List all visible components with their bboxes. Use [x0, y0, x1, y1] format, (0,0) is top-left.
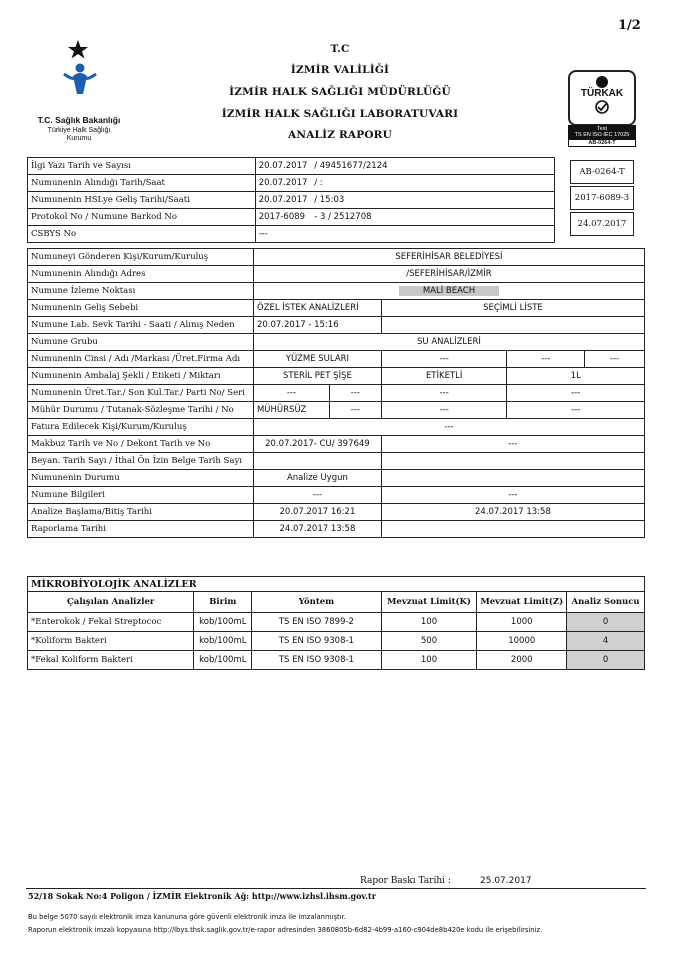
table-row: Numunenin Üret.Tar./ Son Kul.Tar./ Parti No/ Seri --- --- --- --- — [28, 385, 645, 402]
cert-line-1: Test — [596, 126, 608, 132]
table-row: Beyan. Tarih Sayı / İthal Ön İzin Belge Tarih Sayı — [28, 453, 645, 470]
table-row: *Enterokok / Fekal Streptococ kob/100mL TS EN ISO 7899-2 100 1000 0 — [28, 613, 645, 632]
table-row: Numunenin Geliş Sebebi ÖZEL İSTEK ANALİZLERİ SEÇİMLİ LİSTE — [28, 300, 645, 317]
result-value: 4 — [567, 632, 645, 651]
turkak-brand: TÜRKAK — [580, 88, 624, 99]
logo-subtitle-2: Kurumu — [66, 135, 92, 142]
logo-subtitle: Türkiye Halk Sağlığı — [47, 127, 111, 134]
header-line-1: T.C — [330, 43, 350, 55]
table-header-row: Çalışılan Analizler Birim Yöntem Mevzuat Limit(K) Mevzuat Limit(Z) Analiz Sonucu — [28, 592, 645, 613]
table-row: Numunenin Ambalaj Şekli / Etiketi / Miktarı STERİL PET ŞİŞE ETİKETLİ 1L — [28, 368, 645, 385]
table-row: Mühür Durumu / Tutanak-Sözleşme Tarihi / No MÜHÜRSÜZ --- --- --- — [28, 402, 645, 419]
table-row: Numuneyi Gönderen Kişi/Kurum/Kuruluş SEFERİHİSAR BELEDİYESİ — [28, 249, 645, 266]
checkmark-icon — [593, 100, 611, 114]
result-value: 0 — [567, 651, 645, 670]
logo-title: T.C. Sağlık Bakanlığı — [37, 115, 121, 125]
header-line-2: İZMİR VALİLİĞİ — [290, 64, 390, 76]
protocol-code: 2017-6089-3 — [570, 186, 634, 210]
footer-address: 52/18 Sokak No:4 Poligon / İZMİR Elektronik Ağ: http://www.izhsl.ihsm.gov.tr — [28, 891, 376, 901]
report-date-code: 24.07.2017 — [570, 212, 634, 236]
print-date: 25.07.2017 — [480, 876, 532, 886]
turkak-accreditation-badge — [568, 70, 634, 146]
accreditation-code: AB-0264-T — [570, 160, 634, 184]
result-value: 0 — [567, 613, 645, 632]
table-row: Numunenin Alındığı Adres /SEFERİHİSAR/İZMİR — [28, 266, 645, 283]
cert-line-2: TS EN ISO IEC 17025 — [574, 132, 630, 138]
monitoring-point: MALİ BEACH — [399, 286, 499, 296]
header-line-3: İZMİR HALK SAĞLIĞI MÜDÜRLÜĞÜ — [229, 86, 451, 98]
table-row: Raporlama Tarihi 24.07.2017 13:58 — [28, 521, 645, 538]
table-row: Numunenin Alındığı Tarih/Saat 20.07.2017 / : — [28, 175, 555, 192]
table-row: Numunenin Durumu Analize Uygun — [28, 470, 645, 487]
table-row: Protokol No / Numune Barkod No 2017-6089 - 3 / 2512708 — [28, 209, 555, 226]
table-row: Numune Bilgileri --- --- — [28, 487, 645, 504]
table-row: Numune İzleme Noktası MALİ BEACH — [28, 283, 645, 300]
cert-line-3: AB-0264-T — [568, 139, 636, 147]
table-row: İlgi Yazı Tarih ve Sayısı 20.07.2017 / 49451677/2124 — [28, 158, 555, 175]
print-date-label: Rapor Baskı Tarihi : — [360, 876, 451, 886]
report-title: ANALİZ RAPORU — [288, 129, 392, 141]
table-row: Numune Lab. Sevk Tarihi - Saati / Alınış Neden 20.07.2017 - 15:16 — [28, 317, 645, 334]
page-number: 1/2 — [618, 18, 641, 33]
table-row: Makbuz Tarih ve No / Dekont Tarih ve No 20.07.2017- CU/ 397649 --- — [28, 436, 645, 453]
table-row: Numunenin Cinsi / Adı /Markası /Üret.Firma Adı YÜZME SULARI --- --- --- — [28, 351, 645, 368]
table-row: CSBYS No --- — [28, 226, 555, 243]
footer-divider — [26, 888, 646, 889]
table-row: Fatura Edilecek Kişi/Kurum/Kuruluş --- — [28, 419, 645, 436]
header-line-4: İZMİR HALK SAĞLIĞI LABORATUVARI — [221, 108, 459, 120]
table-row: *Fekal Koliform Bakteri kob/100mL TS EN ISO 9308-1 100 2000 0 — [28, 651, 645, 670]
section-title: MİKROBİYOLOJİK ANALİZLER — [28, 577, 645, 592]
table-row: Numune Grubu SU ANALİZLERİ — [28, 334, 645, 351]
turkak-emblem-icon — [596, 76, 608, 88]
esign-note: Bu belge 5070 sayılı elektronik imza kanununa göre güvenli elektronik imza ile imzalanmıştır. — [28, 913, 346, 921]
erapor-note: Raporun elektronik imzalı kopyasına http://lbys.thsk.saglik.gov.tr/e-rapor adresinden 3860805b-6d82-4b99-a160-c904de8b420e kodu ile erişebilirsiniz. — [28, 926, 543, 934]
request-info-table — [27, 157, 555, 243]
sample-info-table — [27, 248, 645, 538]
table-row: Numunenin HSLye Geliş Tarihi/Saati 20.07.2017 / 15:03 — [28, 192, 555, 209]
microbiology-results-table — [27, 576, 645, 670]
crescent-star-icon — [40, 36, 118, 114]
ministry-logo — [40, 36, 118, 114]
table-row: *Koliform Bakteri kob/100mL TS EN ISO 9308-1 500 10000 4 — [28, 632, 645, 651]
table-row: Analize Başlama/Bitiş Tarihi 20.07.2017 16:21 24.07.2017 13:58 — [28, 504, 645, 521]
